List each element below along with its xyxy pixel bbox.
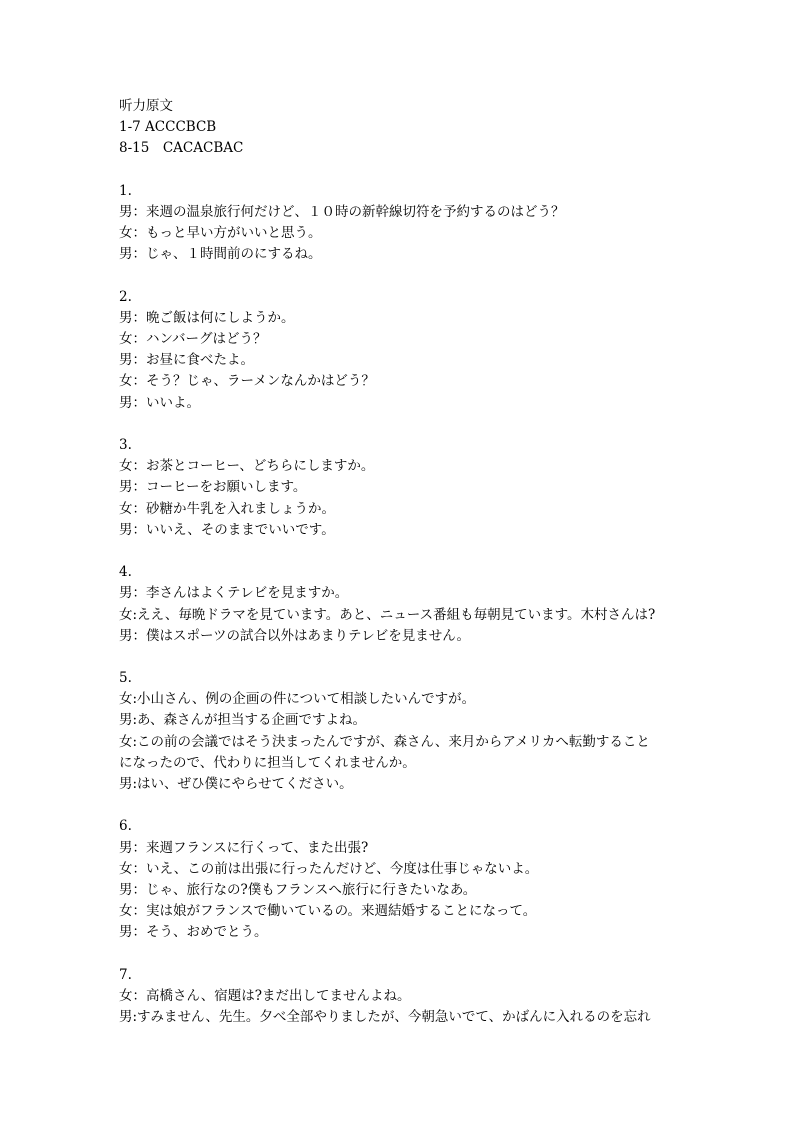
blank-line (119, 944, 679, 965)
dialogue-line: 男：そう、おめでとう。 (119, 924, 268, 941)
dialogue-line: 男：僕はスポーツの試合以外はあまりテレビを見ません。 (119, 627, 470, 644)
dialogue-line: 男：来週の温泉旅行何だけど、１０時の新幹線切符を予約するのはどう？ (119, 203, 565, 220)
blank-line (119, 266, 679, 287)
dialogue-line: 男:はい、ぜひ僕にやらせてください。 (119, 776, 353, 792)
header-block (119, 96, 679, 160)
dialogue-line: 男：李さんはよくテレビを見ますか。 (119, 585, 349, 602)
dialogue-section (119, 181, 679, 266)
dialogue-line: 男：じゃ、１時間前のにするね。 (119, 246, 322, 263)
answer-key-8-15: 8-15 CACACBAC (119, 140, 244, 157)
dialogue-sections (119, 160, 679, 1029)
dialogue-line: 女：ハンバーグはどう？ (119, 331, 267, 348)
blank-line (119, 160, 679, 181)
dialogue-section (119, 435, 679, 541)
dialogue-line: 男:あ、森さんが担当する企画ですよね。 (119, 712, 367, 729)
section-number: 4. (119, 564, 132, 581)
blank-line (119, 795, 679, 816)
dialogue-line: 男:すみません、先生。夕べ全部やりましたが、今朝急いでて、かばんに入れるのを忘れ (119, 1009, 651, 1026)
answer-key-1-7: 1-7 ACCCBCB (119, 119, 217, 136)
dialogue-section (119, 816, 679, 943)
dialogue-section (119, 287, 679, 414)
dialogue-line: 男：いいえ、そのままでいいです。 (119, 521, 335, 538)
dialogue-line: 男：お昼に食べたよ。 (119, 352, 254, 369)
dialogue-line: 女:この前の会議ではそう決まったんですが、森さん、来月からアメリカへ転勤すること (119, 733, 650, 750)
dialogue-line: 女：もっと早い方がいいと思う。 (119, 225, 322, 242)
section-number: 6. (119, 818, 132, 835)
dialogue-line: 男：コーヒーをお願いします。 (119, 479, 307, 496)
blank-line (119, 414, 679, 435)
section-number: 3. (119, 437, 132, 453)
dialogue-section (119, 668, 679, 795)
dialogue-line: 女：砂糖か牛乳を入れましょうか。 (119, 500, 335, 517)
dialogue-line: になったので、代わりに担当してくれませんか。 (119, 754, 416, 771)
dialogue-line: 男：晩ご飯は何にしようか。 (119, 309, 295, 326)
dialogue-line: 女：実は娘がフランスで働いているの。来週結婚することになって。 (119, 903, 537, 920)
dialogue-line: 女:小山さん、例の企画の件について相談したいんですが。 (119, 691, 476, 708)
dialogue-line: 男：来週フランスに行くって、また出張? (119, 839, 369, 856)
dialogue-section (119, 965, 679, 1029)
blank-line (119, 541, 679, 562)
dialogue-section (119, 562, 679, 647)
blank-line (119, 647, 679, 668)
dialogue-line: 女：高橋さん、宿題は?まだ出してませんよね。 (119, 987, 411, 1004)
dialogue-line: 女:ええ、毎晩ドラマを見ています。あと、ニュース番組も毎朝見ています。木村さんは? (119, 606, 656, 623)
section-number: 7. (119, 966, 132, 983)
dialogue-line: 男：じゃ、旅行なの?僕もフランスへ旅行に行きたいなあ。 (119, 881, 477, 898)
section-number: 1. (119, 182, 132, 199)
section-number: 5. (119, 670, 132, 687)
dialogue-line: 男：いいよ。 (119, 394, 200, 411)
dialogue-line: 女：そう？じゃ、ラーメンなんかはどう？ (119, 373, 375, 390)
section-number: 2. (119, 288, 132, 305)
document-page (119, 96, 679, 1028)
dialogue-line: 女：お茶とコーヒー、どちらにしますか。 (119, 458, 375, 475)
document-title: 听力原文 (119, 98, 173, 114)
dialogue-line: 女：いえ、この前は出張に行ったんだけど、今度は仕事じゃないよ。 (119, 860, 539, 877)
